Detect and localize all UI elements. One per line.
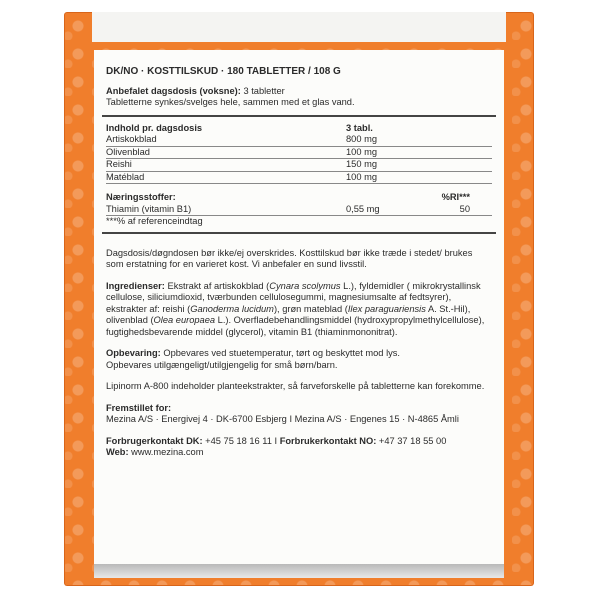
nutrients-table — [106, 192, 492, 228]
box-top-flap — [92, 12, 506, 42]
box-bottom-edge — [94, 564, 504, 578]
manufacturer-address: Mezina A/S · Energivej 4 · DK-6700 Esbjerg I Mezina A/S · Engenes 15 · N-4865 Åmli — [106, 414, 459, 424]
product-label — [94, 50, 504, 564]
nutrients-title: Næringsstoffer: — [106, 192, 176, 202]
storage-text: Opbevaring: Opbevares ved stuetemperatur, tørt og beskyttet mod lys. — [106, 348, 401, 358]
table-row: Thiamin (vitamin B1) 0,55 mg 50 — [106, 204, 492, 216]
storage-text-2: Opbevares utilgængeligt/utilgjengelig for små børn/barn. — [106, 359, 338, 370]
divider — [102, 115, 496, 117]
table-row: Olivenblad 100 mg — [106, 146, 492, 159]
nutrients-footnote: ***% af referenceindtag — [106, 216, 203, 226]
table-header-dose: 3 tabl. — [346, 122, 373, 133]
warning-text: Dagsdosis/døgndosen bør ikke/ej overskrides. Kosttilskud bør ikke træde i stedet/ brukes som erstatning for en varieret kost. Vi anbefaler en sund livsstil. — [106, 247, 473, 269]
manufacturer-label: Fremstillet for: — [106, 402, 172, 413]
dose-amount: 3 tabletter — [243, 85, 285, 96]
table-row: Matéblad 100 mg — [106, 171, 492, 184]
dose-instruction: Tabletterne synkes/svelges hele, sammen med et glas vand. — [106, 97, 355, 107]
label-header: DK/NO · KOSTTILSKUD · 180 TABLETTER / 108 G — [106, 66, 341, 77]
ingredients-table — [106, 123, 492, 185]
contact-line: Forbrugerkontakt DK: +45 75 18 16 11 I Forbrukerkontakt NO: +47 37 18 55 00 — [106, 435, 447, 446]
web-line: Web: www.mezina.com — [106, 447, 204, 457]
divider — [102, 232, 496, 234]
note-text: Lipinorm A-800 indeholder planteekstrakter, så farveforskelle på tabletterne kan forekomme. — [106, 381, 485, 391]
table-row: Reishi 150 mg — [106, 159, 492, 172]
table-header-content: Indhold pr. dagsdosis — [106, 122, 203, 133]
ri-header: %RI*** — [441, 192, 470, 202]
dose-title: Anbefalet dagsdosis (voksne): — [106, 85, 241, 96]
ingredients-text: Ingredienser: Ekstrakt af artiskokblad (Cynara scolymus L.), fyldemidler ( mikrokrystallinsk cellulose, siliciumdioxid, tværbunden cellulosegummi, magnesiumsalte af fedtsyrer), ekstrakter af: reishi (Ganoderma lucidum), grøn mateblad (Ilex paraguariensis A. St.-Hil), olivenblad (Olea europaea L.). Overfladebehandlingsmiddel (hydroxypropylmethylcellulose), fugtighedsbevarende middel (glycerol), vitamin B1 (thiaminmononitrat). — [106, 280, 485, 337]
table-row: Artiskokblad 800 mg — [106, 134, 492, 146]
